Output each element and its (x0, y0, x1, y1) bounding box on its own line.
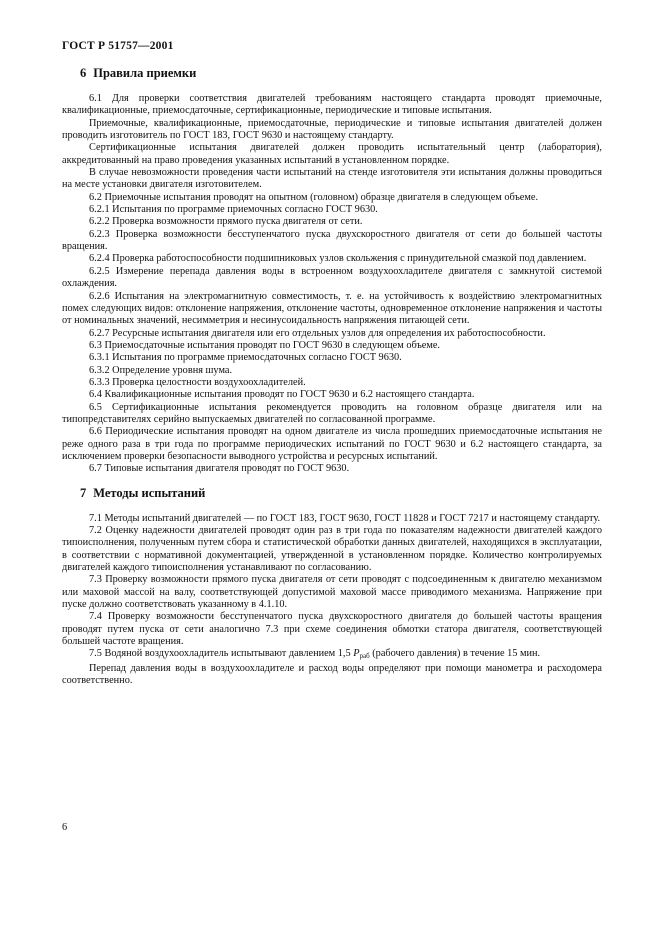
section-6-title-text: Правила приемки (93, 66, 197, 80)
section-6-body (62, 93, 602, 476)
page-number: 6 (62, 822, 68, 833)
section-7-body (62, 513, 602, 688)
section-7-number: 7 (80, 485, 87, 500)
paragraph-6-2-6: 6.2.6 Испытания на электромагнитную совместимость, т. е. на устойчивость к воздействию электромагнитных помех следующих видов: отклонение напряжения, отклонение частоты, одновременное отклонение напряжения и частоты от номинальных значений, несимметрия и несинусоидальность напряжения питающей сети. (62, 290, 602, 327)
paragraph-6-3-1: 6.3.1 Испытания по программе приемосдаточных согласно ГОСТ 9630. (89, 352, 402, 364)
paragraph-6-2-7: 6.2.7 Ресурсные испытания двигателя или его отдельных узлов для определения их работоспособности. (89, 327, 546, 339)
paragraph-7-3: 7.3 Проверку возможности прямого пуска двигателя от сети проводят с подсоединенным к двигателю механизмом или маховой массой на валу, соответствующей допустимой маховой массе приводимого механизма. Напряжение при пуске должно соответствовать указанному в 4.1.10. (62, 574, 602, 611)
pressure-subscript: раб (359, 652, 370, 661)
paragraph-7-5-after: (рабочего давления) в течение 15 мин. (369, 648, 541, 660)
document-header: ГОСТ Р 51757—2001 (62, 40, 174, 52)
paragraph-6-2: 6.2 Приемочные испытания проводят на опытном (головном) образце двигателя в следующем объеме. (89, 191, 539, 203)
paragraph: Сертификационные испытания двигателей должен проводить испытательный центр (лаборатория), аккредитованный на право проведения указанных испытаний в установленном порядке. (62, 142, 602, 166)
paragraph-7-5-before: 7.5 Водяной воздухоохладитель испытывают давлением 1,5 (89, 648, 354, 660)
pressure-symbol: P (353, 648, 360, 660)
paragraph-7-1: 7.1 Методы испытаний двигателей — по ГОСТ 183, ГОСТ 9630, ГОСТ 11828 и ГОСТ 7217 и настоящему стандарту. (89, 512, 601, 524)
paragraph-6-2-2: 6.2.2 Проверка возможности прямого пуска двигателя от сети. (89, 216, 363, 228)
paragraph-6-4: 6.4 Квалификационные испытания проводят по ГОСТ 9630 и 6.2 настоящего стандарта. (89, 389, 475, 401)
paragraph-6-3-2: 6.3.2 Определение уровня шума. (89, 364, 233, 376)
paragraph-6-2-3: 6.2.3 Проверка возможности бесступенчатого пуска двухскоростного двигателя от сети до большей частоты вращения. (62, 228, 602, 253)
paragraph: Приемочные, квалификационные, приемосдаточные, периодические и типовые испытания двигателей должен проводить изготовитель по ГОСТ 183, ГОСТ 9630 и настоящему стандарту. (62, 117, 602, 142)
paragraph-6-3-3: 6.3.3 Проверка целостности воздухоохладителей. (89, 376, 306, 388)
paragraph-7-4: 7.4 Проверку возможности бесступенчатого пуска двухскоростного двигателя до большей частоты вращения проводят путем пуска от сети аналогично 7.3 при схеме соединения обмотки статора двигателя, соответствующей большей частоте вращения. (62, 611, 602, 648)
paragraph-7-2: 7.2 Оценку надежности двигателей проводят один раз в три года по показателям надежности двигателей каждого типоисполнения, полученным путем сбора и статистической обработки данных двигателей, находящихся в эксплуатации, в соответствии с нормативной документацией, утвержденной в установленном порядке. Количество контролируемых двигателей каждого типоисполнения устанавливают по согласованию. (62, 525, 602, 574)
paragraph-6-2-4: 6.2.4 Проверка работоспособности подшипниковых узлов скольжения с принудительной смазкой под давлением. (89, 253, 587, 265)
paragraph-6-2-1: 6.2.1 Испытания по программе приемочных согласно ГОСТ 9630. (89, 204, 378, 216)
paragraph-6-3: 6.3 Приемосдаточные испытания проводят по ГОСТ 9630 в следующем объеме. (89, 339, 441, 351)
document-page (62, 40, 602, 695)
section-7-title-text: Методы испытаний (93, 485, 206, 500)
paragraph-6-7: 6.7 Типовые испытания двигателя проводят по ГОСТ 9630. (89, 463, 350, 475)
paragraph-6-6: 6.6 Периодические испытания проводят на одном двигателе из числа прошедших приемосдаточные испытания не реже одного раза в три года по программе периодических испытаний по ГОСТ 9630 и 6.2 настоящего стандарта, за исключением проверки безопасности выводного устройства и ресурсных испытаний. (62, 426, 602, 462)
section-6-number: 6 (80, 66, 87, 80)
paragraph-7-5 (62, 648, 602, 662)
paragraph-6-5: 6.5 Сертификационные испытания рекомендуется проводить на головном образце двигателя или на типопредставителях серийно выпускаемых двигателей по согласованной программе. (62, 401, 602, 425)
paragraph-6-1: 6.1 Для проверки соответствия двигателей требованиям настоящего стандарта проводят приемочные, квалификационные, приемосдаточные, сертификационные, периодические и типовые испытания. (62, 93, 602, 117)
section-6-title (80, 66, 602, 81)
section-7-title (80, 486, 602, 501)
paragraph-6-2-5: 6.2.5 Измерение перепада давления воды в встроенном воздухоохладителе двигателя с замкнутой системой охлаждения. (62, 265, 602, 290)
paragraph-7-5-cont: Перепад давления воды в воздухоохладителе и расход воды определяют при помощи манометра и расходомера соответственно. (62, 662, 602, 687)
paragraph: В случае невозможности проведения части испытаний на стенде изготовителя эти испытания должны проводиться на месте установки двигателя изготовителем. (62, 167, 602, 191)
